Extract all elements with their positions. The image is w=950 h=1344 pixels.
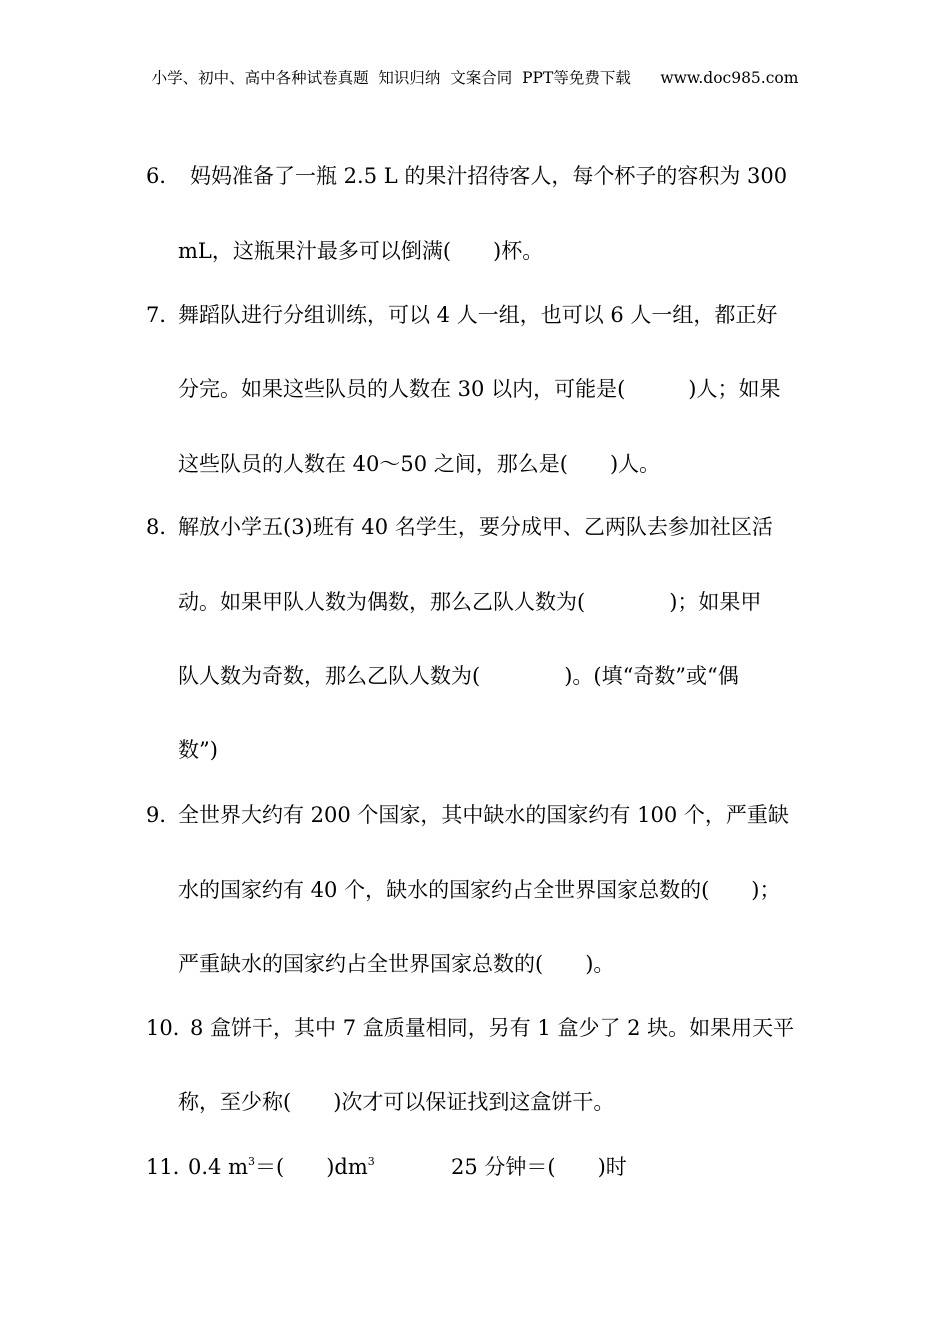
question-text: mL，这瓶果汁最多可以倒满( )杯。: [178, 239, 544, 263]
question-text: 水的国家约有 40 个，缺水的国家约占全世界国家总数的( )；: [178, 878, 781, 902]
page-header: 小学、初中、高中各种试卷真题 知识归纳 文案合同 PPT等免费下载 www.doc985.com: [151, 69, 799, 87]
question-text: 严重缺水的国家约占全世界国家总数的( )。: [178, 952, 615, 976]
question-text: 分完。如果这些队员的人数在 30 以内，可能是( )人；如果: [178, 377, 781, 401]
question-number: 8．: [146, 515, 181, 539]
question-text: 解放小学五(3)班有 40 名学生，要分成甲、乙两队去参加社区活: [178, 515, 773, 539]
question-number: 9．: [146, 803, 181, 827]
superscript: 3: [367, 1155, 375, 1168]
question-text: 队人数为奇数，那么乙队人数为( )。(填“奇数”或“偶: [178, 664, 739, 688]
question-part-a: [188, 1157, 375, 1178]
question-text: 数”): [178, 738, 218, 762]
question-number: 10．: [146, 1016, 194, 1040]
question-number: 11．: [146, 1155, 194, 1179]
question-text: ＝( )dm: [255, 1155, 368, 1179]
question-text: 全世界大约有 200 个国家，其中缺水的国家约有 100 个，严重缺: [178, 803, 789, 827]
question-text: 8 盒饼干，其中 7 盒质量相同，另有 1 盒少了 2 块。如果用天平: [190, 1016, 795, 1040]
question-text: 称，至少称( )次才可以保证找到这盒饼干。: [178, 1090, 615, 1114]
question-text: 这些队员的人数在 40～50 之间，那么是( )人。: [178, 452, 661, 476]
question-text: 舞蹈队进行分组训练，可以 4 人一组，也可以 6 人一组，都正好: [178, 303, 778, 327]
question-number: 7．: [146, 303, 181, 327]
question-text: 动。如果甲队人数为偶数，那么乙队人数为( )；如果甲: [178, 590, 762, 614]
superscript: 3: [248, 1155, 255, 1168]
question-text: 0.4 m: [188, 1155, 248, 1179]
question-part-b: 25 分钟＝( )时: [451, 1155, 627, 1179]
question-number: 6．: [146, 164, 181, 188]
question-text: 妈妈准备了一瓶 2.5 L 的果汁招待客人，每个杯子的容积为 300: [190, 164, 788, 188]
